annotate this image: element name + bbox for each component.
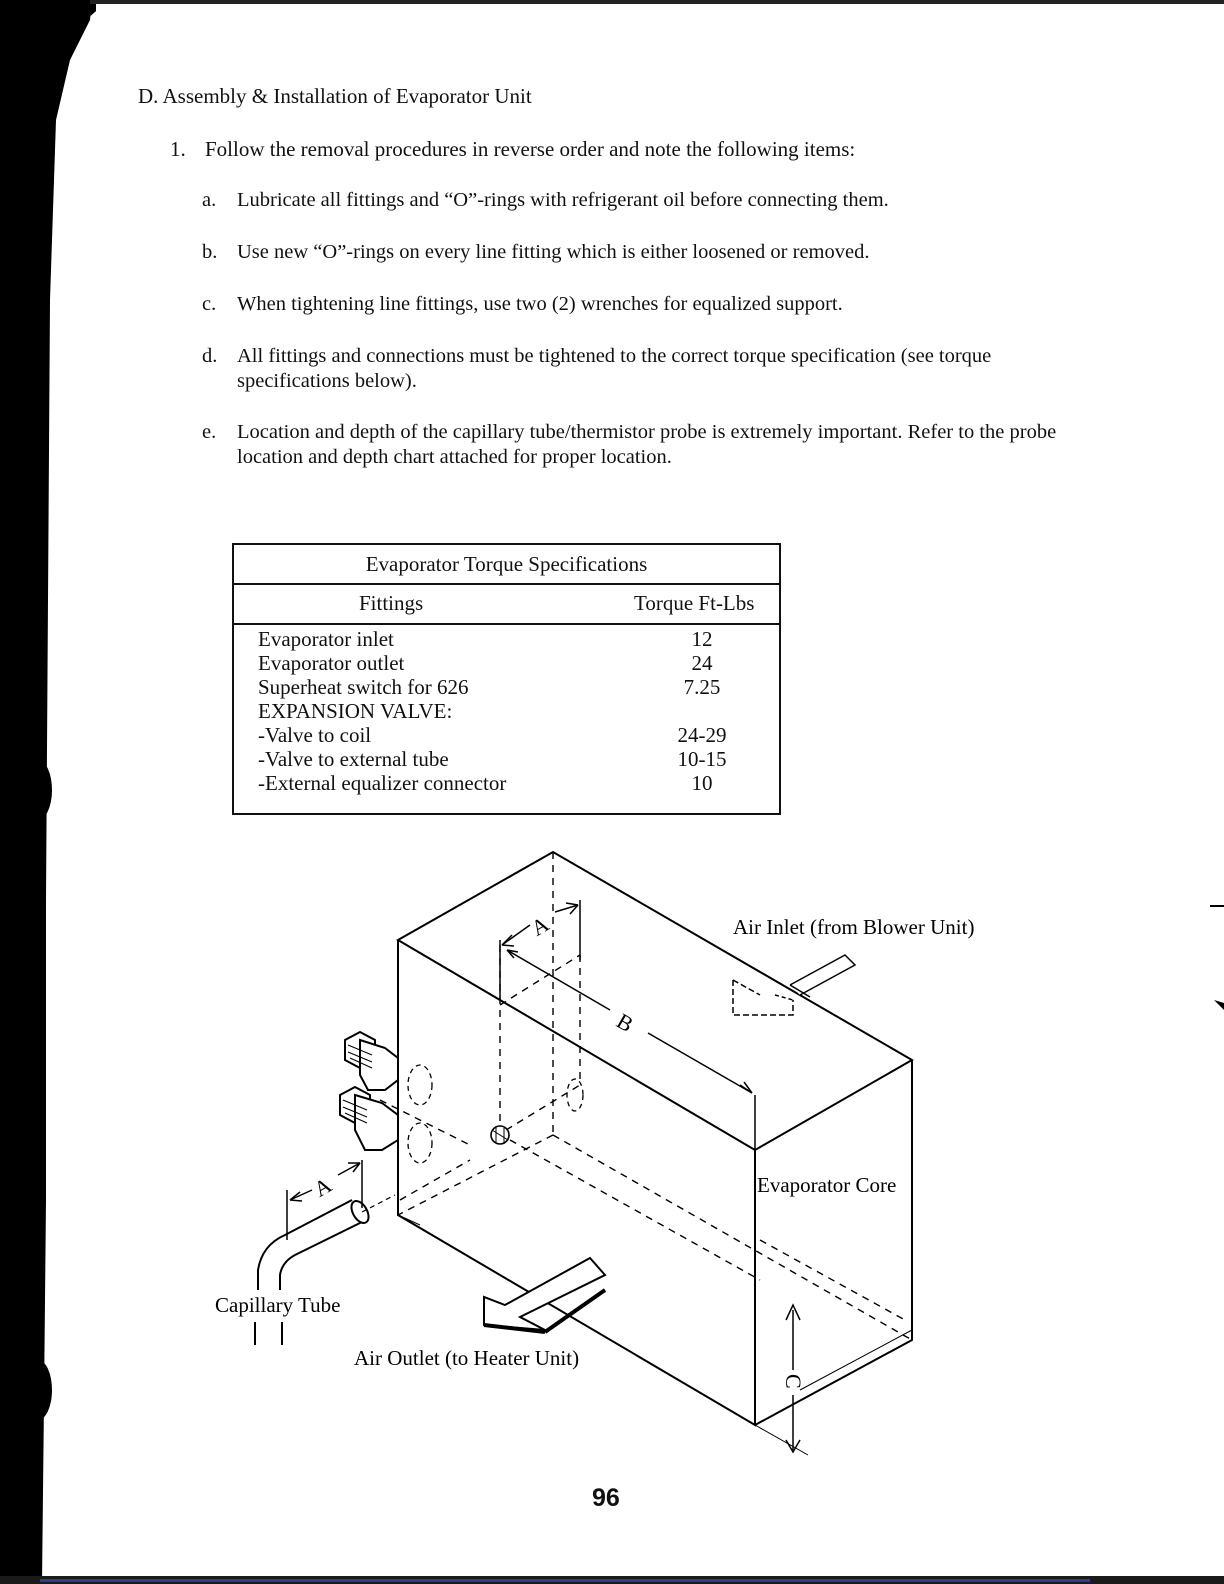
table-row — [258, 651, 779, 675]
step-text: Follow the removal procedures in reverse order and note the following items: — [205, 137, 856, 161]
right-edge-mark — [1210, 905, 1224, 907]
header-torque: Torque Ft-Lbs — [634, 591, 755, 615]
air-inlet-arrow — [733, 955, 855, 1015]
torque-cell: 12 — [691, 627, 713, 651]
outlet-fitting — [340, 1087, 432, 1163]
torque-cell: 10 — [691, 771, 713, 795]
list-item-text: Use new “O”-rings on every line fitting which is either loosened or removed. — [237, 241, 870, 263]
air-outlet-label: Air Outlet (to Heater Unit) — [354, 1346, 580, 1370]
torque-cell: 7.25 — [683, 675, 721, 699]
list-item-letter: e. — [202, 421, 217, 443]
capillary-tube-label: Capillary Tube — [215, 1293, 341, 1317]
bottom-edge-tint — [40, 1579, 1090, 1582]
fitting-cell: Evaporator outlet — [258, 651, 405, 675]
dim-b-label: B — [612, 1008, 638, 1038]
list-item-text: When tightening line fittings, use two (2) wrenches for equalized support. — [237, 293, 843, 315]
table-row — [258, 747, 779, 771]
torque-cell: 24 — [691, 651, 713, 675]
binding-edge — [0, 0, 96, 1584]
section-letter: D. — [138, 84, 159, 108]
probe-location-marker — [491, 1079, 583, 1144]
header-fittings: Fittings — [359, 591, 424, 615]
list-item-text: Location and depth of the capillary tube/thermistor probe is extremely important. Refer to the probe location and depth chart attached for proper location. — [237, 421, 1057, 468]
list-item-letter: d. — [202, 345, 218, 367]
section-heading — [138, 84, 532, 109]
list-item-letter: c. — [202, 293, 217, 315]
table-row — [258, 723, 779, 747]
right-edge-mark — [1214, 1000, 1224, 1010]
list-item-letter: a. — [202, 189, 217, 211]
page-number: 96 — [592, 1484, 620, 1512]
dim-a-top-label: A — [526, 911, 554, 941]
dimension-c — [755, 1305, 912, 1455]
capillary-tube — [255, 1195, 395, 1345]
torque-cell: 24-29 — [677, 723, 727, 747]
air-inlet-label: Air Inlet (from Blower Unit) — [733, 915, 975, 939]
list-item-text: All fittings and connections must be tightened to the correct torque specification (see torque specifications below). — [237, 345, 992, 392]
fitting-cell: -Valve to external tube — [258, 747, 449, 771]
table-row — [258, 627, 779, 651]
table-body — [258, 627, 779, 795]
air-outlet-arrow — [484, 1258, 605, 1332]
section-title: Assembly & Installation of Evaporator Unit — [162, 84, 532, 108]
dim-a-left-label: A — [309, 1172, 336, 1202]
torque-spec-table — [232, 543, 781, 815]
fitting-cell: -External equalizer connector — [258, 771, 507, 795]
top-edge — [90, 0, 1224, 4]
fitting-cell: EXPANSION VALVE: — [258, 699, 453, 723]
evaporator-core-label: Evaporator Core — [757, 1173, 897, 1197]
evaporator-diagram — [200, 845, 1100, 1465]
torque-cell: 10-15 — [677, 747, 727, 771]
table-row — [258, 699, 779, 723]
list-item-text: Lubricate all fittings and “O”-rings with refrigerant oil before connecting them. — [237, 189, 889, 211]
table-header-row — [234, 583, 779, 625]
step-number: 1. — [170, 137, 186, 161]
table-row — [258, 771, 779, 795]
fitting-cell: Evaporator inlet — [258, 627, 394, 651]
table-row — [258, 675, 779, 699]
list-item-letter: b. — [202, 241, 218, 263]
fitting-cell: -Valve to coil — [258, 723, 372, 747]
fitting-cell: Superheat switch for 626 — [258, 675, 469, 699]
dimension-b — [507, 950, 755, 1150]
table-title: Evaporator Torque Specifications — [234, 545, 779, 585]
dim-c-label: C — [781, 1374, 806, 1389]
